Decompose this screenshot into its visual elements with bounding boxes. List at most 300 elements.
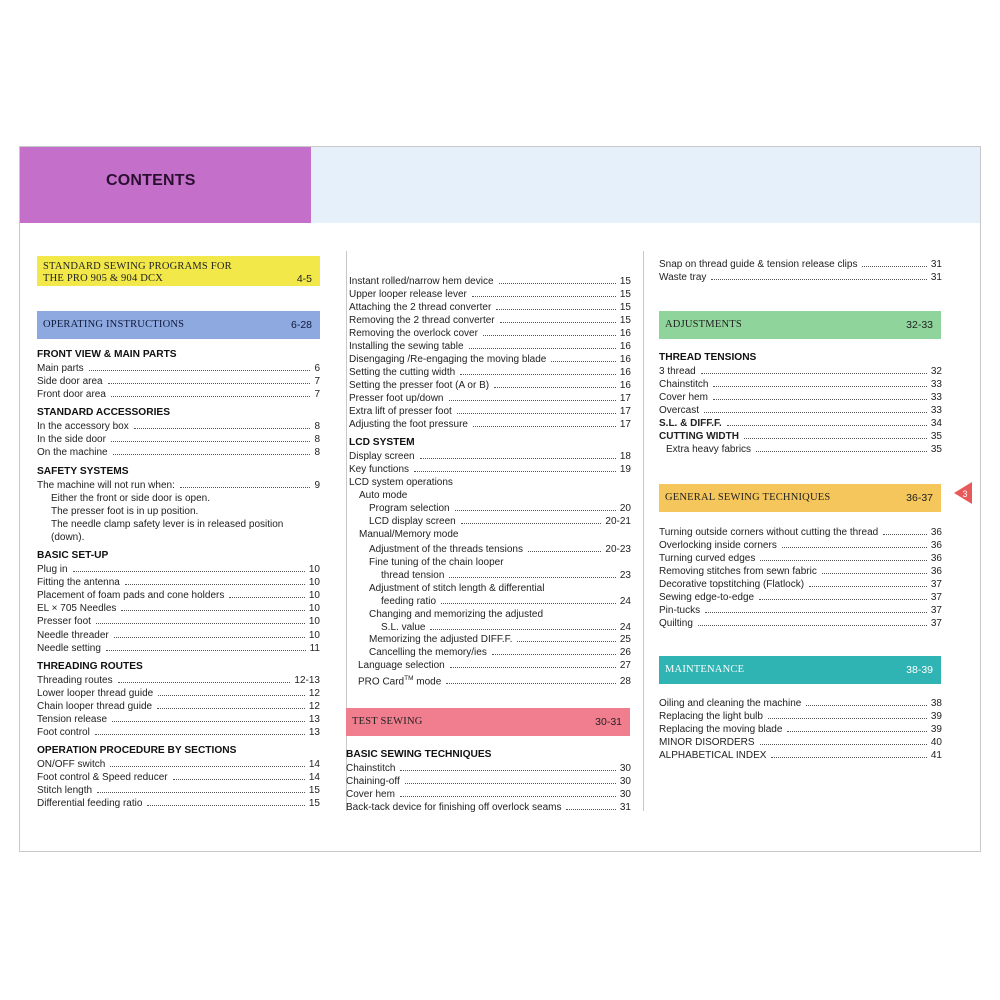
entry-page: 30	[619, 789, 631, 800]
entry-page: 36	[930, 553, 942, 564]
toc-entry[interactable]	[37, 642, 320, 655]
entry-title: Lower looper thread guide	[37, 688, 154, 699]
toc-entry[interactable]	[37, 713, 320, 726]
entry-page: 11	[309, 642, 320, 654]
entry-page: 7	[314, 389, 320, 400]
entry-page: 8	[314, 421, 320, 432]
entry-title: Installing the sewing table	[349, 341, 464, 352]
entry-page: 15	[619, 276, 631, 287]
section-heading: BASIC SEWING TECHNIQUES	[346, 749, 492, 760]
toc-entry[interactable]	[37, 797, 320, 810]
toc-entry[interactable]: feeding ratio 24	[381, 596, 631, 607]
dot-leader	[111, 441, 311, 442]
toc-entry[interactable]	[349, 288, 631, 301]
entry-title: Adjusting the foot pressure	[349, 419, 468, 430]
band-title: GENERAL SEWING TECHNIQUES	[665, 492, 831, 503]
toc-entry[interactable]	[659, 697, 942, 710]
toc-entry[interactable]	[346, 775, 631, 788]
section-heading: THREADING ROUTES	[37, 661, 143, 672]
toc-entry[interactable]	[37, 589, 320, 602]
entry-title: Waste tray	[659, 272, 707, 283]
toc-entry[interactable]	[369, 502, 631, 515]
entry-title: Presser foot	[37, 616, 91, 628]
entry-title: Differential feeding ratio	[37, 798, 143, 809]
entry-title: Tension release	[37, 714, 108, 725]
toc-entry[interactable]	[37, 446, 320, 459]
band-general-sewing[interactable]	[659, 484, 941, 512]
entry-page: 10	[308, 564, 320, 575]
entry-page: 10	[308, 590, 320, 602]
entry-page: 33	[930, 405, 942, 416]
entry-title: Program selection	[369, 503, 450, 514]
entry-page: 20	[619, 503, 631, 514]
toc-entry[interactable]	[349, 379, 631, 392]
entry-line: Adjustment of stitch length & differential	[369, 583, 545, 594]
toc-entry[interactable]	[659, 617, 942, 630]
toc-entry[interactable]	[37, 784, 320, 797]
band-test-sewing[interactable]	[346, 708, 630, 736]
toc-entry[interactable]	[349, 418, 631, 431]
entry-page: 31	[930, 259, 942, 270]
toc-entry[interactable]	[659, 271, 942, 284]
dot-leader	[134, 428, 311, 429]
entry-title: ON/OFF switch	[37, 759, 106, 770]
dot-leader	[97, 792, 305, 793]
entry-title: Display screen	[349, 451, 415, 462]
toc-entry[interactable]	[659, 539, 942, 552]
entry-title: Key functions	[349, 464, 410, 475]
dot-leader	[701, 373, 927, 374]
dot-leader	[121, 610, 304, 611]
entry-title: Front door area	[37, 389, 106, 400]
entry-page: 17	[619, 406, 631, 417]
entry-title: Placement of foam pads and cone holders	[37, 590, 225, 602]
entry-page: 15	[619, 315, 631, 326]
toc-entry[interactable]	[369, 633, 631, 646]
entry-title: Back-tack device for finishing off overlock seams	[346, 802, 562, 813]
entry-page: 26	[619, 647, 631, 658]
entry-title: Replacing the light bulb	[659, 711, 763, 722]
entry-title: Overlocking inside corners	[659, 540, 777, 551]
band-pages: 36-37	[906, 492, 933, 504]
entry-title: Removing the overlock cover	[349, 328, 478, 339]
dot-leader	[472, 296, 616, 297]
dot-leader	[787, 731, 926, 732]
entry-title: Turning curved edges	[659, 553, 756, 564]
band-adjustments[interactable]	[659, 311, 941, 339]
subheading: LCD system operations	[349, 477, 453, 488]
entry-title: Plug in	[37, 564, 68, 575]
toc-entry[interactable]	[659, 736, 942, 749]
dot-leader	[473, 426, 616, 427]
toc-entry[interactable]	[659, 565, 942, 578]
entry-title: Foot control	[37, 727, 90, 738]
entry-page: 12	[308, 701, 320, 712]
entry-title: In the accessory box	[37, 421, 129, 432]
entry-title: On the machine	[37, 447, 108, 458]
safety-note: The presser foot is in up position.	[51, 506, 199, 517]
dot-leader	[455, 510, 616, 511]
dot-leader	[566, 809, 615, 810]
toc-entry[interactable]	[659, 378, 942, 391]
entry-title: Attaching the 2 thread converter	[349, 302, 492, 313]
dot-leader	[95, 734, 305, 735]
dot-leader	[760, 744, 927, 745]
safety-note: (down).	[51, 532, 85, 543]
entry-page: 15	[308, 798, 320, 809]
toc-entry[interactable]	[37, 388, 320, 401]
dot-leader	[449, 400, 616, 401]
band-pages: 38-39	[906, 664, 933, 676]
entry-title: Extra lift of presser foot	[349, 406, 452, 417]
toc-entry[interactable]: CUTTING WIDTH 35	[659, 431, 942, 442]
entry-page: 36	[930, 566, 942, 577]
entry-title: Chainstitch	[346, 763, 396, 774]
dot-leader	[147, 805, 304, 806]
entry-page: 16	[619, 367, 631, 378]
dot-leader	[96, 623, 305, 624]
entry-title: LCD display screen	[369, 516, 456, 527]
section-heading: BASIC SET-UP	[37, 550, 109, 561]
entry-page: 13	[308, 714, 320, 725]
toc-entry[interactable]: PRO Card™ mode 28	[358, 675, 631, 688]
band-title: TEST SEWING	[352, 716, 423, 727]
band-pages: 30-31	[595, 716, 622, 728]
dot-leader	[705, 612, 927, 613]
entry-page: 17	[619, 419, 631, 430]
entry-page: 36	[930, 527, 942, 538]
entry-page: 37	[930, 618, 942, 629]
entry-page: 37	[930, 605, 942, 616]
entry-page: 15	[308, 785, 320, 796]
entry-page: 40	[930, 737, 942, 748]
entry-page: 39	[930, 724, 942, 735]
entry-page: 10	[308, 577, 320, 589]
section-heading: OPERATION PROCEDURE BY SECTIONS	[37, 745, 237, 756]
toc-entry[interactable]	[659, 723, 942, 736]
dot-leader	[759, 599, 927, 600]
entry-title: Replacing the moving blade	[659, 724, 783, 735]
entry-title: Setting the cutting width	[349, 367, 456, 378]
entry-title: Removing the 2 thread converter	[349, 315, 495, 326]
toc-entry[interactable]: Adjustment of the threads tensions 20-23	[369, 544, 631, 555]
dot-leader	[158, 695, 305, 696]
toc-entry[interactable]	[349, 314, 631, 327]
entry-title: Side door area	[37, 376, 103, 387]
entry-page: 6	[314, 363, 320, 374]
band-maintenance[interactable]	[659, 656, 941, 684]
dot-leader	[704, 412, 927, 413]
safety-note: The needle clamp safety lever is in released position	[51, 519, 284, 530]
band-title: OPERATING INSTRUCTIONS	[43, 319, 185, 330]
column-divider	[643, 251, 644, 811]
toc-entry[interactable]: S.L. value 24	[381, 622, 631, 633]
entry-title: Cover hem	[659, 392, 708, 403]
toc-entry[interactable]	[37, 563, 320, 576]
dot-leader	[768, 718, 927, 719]
band-standard-programs[interactable]	[37, 256, 320, 286]
entry-page: 30	[619, 776, 631, 787]
entry-page: 31	[930, 272, 942, 283]
toc-entry[interactable]	[659, 526, 942, 539]
dot-leader	[460, 374, 616, 375]
entry-page: 32	[930, 366, 942, 377]
toc-entry[interactable]	[659, 258, 942, 271]
entry-page: 38	[930, 698, 942, 709]
toc-entry[interactable]	[349, 340, 631, 353]
entry-title: Foot control & Speed reducer	[37, 772, 168, 783]
entry-page: 10	[308, 616, 320, 628]
entry-title: Setting the presser foot (A or B)	[349, 380, 490, 391]
dot-leader	[157, 708, 305, 709]
entry-page: 39	[930, 711, 942, 722]
header-magenta-panel	[20, 147, 311, 223]
dot-leader	[698, 625, 927, 626]
entry-title: Chaining-off	[346, 776, 400, 787]
toc-entry[interactable]: Extra heavy fabrics 35	[666, 444, 942, 455]
dot-leader	[420, 458, 616, 459]
dot-leader	[414, 471, 616, 472]
dot-leader	[713, 386, 926, 387]
dot-leader	[457, 413, 616, 414]
entry-page: 10	[308, 603, 320, 615]
entry-page: 41	[930, 750, 942, 761]
entry-page: 12	[308, 688, 320, 699]
toc-entry[interactable]	[37, 362, 320, 375]
entry-title: Fitting the antenna	[37, 577, 120, 589]
toc-entry[interactable]	[659, 404, 942, 417]
entry-title: Decorative topstitching (Flatlock)	[659, 579, 805, 590]
band-title-line2: THE PRO 905 & 904 DCX	[43, 273, 163, 284]
toc-entry[interactable]	[346, 801, 631, 814]
dot-leader	[551, 361, 616, 362]
dot-leader	[499, 283, 616, 284]
dot-leader	[500, 322, 616, 323]
band-pages: 4-5	[296, 273, 312, 285]
dot-leader	[111, 396, 311, 397]
toc-entry[interactable]	[659, 749, 942, 762]
dot-leader	[806, 705, 927, 706]
toc-entry[interactable]	[37, 629, 320, 642]
dot-leader	[112, 721, 305, 722]
section-heading: SAFETY SYSTEMS	[37, 466, 129, 477]
entry-title: Cancelling the memory/ies	[369, 647, 487, 658]
band-pages: 32-33	[906, 319, 933, 331]
entry-page: 12-13	[294, 675, 320, 686]
entry-title: Instant rolled/narrow hem device	[349, 276, 494, 287]
entry-title: Pin-tucks	[659, 605, 701, 616]
entry-title: Disengaging /Re-engaging the moving blade	[349, 354, 547, 365]
dot-leader	[483, 335, 616, 336]
dot-leader	[405, 783, 616, 784]
entry-title: MINOR DISORDERS	[659, 737, 755, 748]
toc-entry[interactable]	[369, 515, 631, 528]
toc-entry[interactable]	[349, 353, 631, 366]
subheading: Auto mode	[359, 490, 408, 501]
entry-title: Removing stitches from sewn fabric	[659, 566, 817, 577]
toc-entry[interactable]	[659, 710, 942, 723]
dot-leader	[461, 523, 602, 524]
entry-page: 15	[619, 302, 631, 313]
toc-entry[interactable]	[349, 450, 631, 463]
entry-title: Oiling and cleaning the machine	[659, 698, 802, 709]
entry-title: Main parts	[37, 363, 84, 374]
entry-page: 8	[314, 434, 320, 445]
dot-leader	[711, 279, 926, 280]
entry-page: 36	[930, 540, 942, 551]
toc-entry[interactable]: thread tension 23	[381, 570, 631, 581]
entry-title: Presser foot up/down	[349, 393, 444, 404]
dot-leader	[822, 573, 927, 574]
toc-entry[interactable]	[659, 578, 942, 591]
band-pages: 6-28	[290, 319, 312, 331]
dot-leader	[494, 387, 616, 388]
dot-leader	[108, 383, 311, 384]
entry-line: Changing and memorizing the adjusted	[369, 609, 543, 620]
page-number: 3	[962, 489, 968, 499]
section-heading: STANDARD ACCESSORIES	[37, 407, 171, 418]
dot-leader	[809, 586, 927, 587]
dot-leader	[782, 547, 927, 548]
toc-entry[interactable]	[37, 674, 320, 687]
page-number-badge	[952, 480, 976, 506]
toc-entry[interactable]	[659, 591, 942, 604]
toc-entry[interactable]	[37, 687, 320, 700]
entry-title: Overcast	[659, 405, 700, 416]
entry-page: 17	[619, 393, 631, 404]
entry-title: In the side door	[37, 434, 106, 445]
toc-entry[interactable]	[659, 365, 942, 378]
dot-leader	[229, 597, 305, 598]
entry-page: 16	[619, 328, 631, 339]
entry-title: Stitch length	[37, 785, 93, 796]
entry-title: ALPHABETICAL INDEX	[659, 750, 767, 761]
entry-page: 33	[930, 392, 942, 403]
band-title-line1: STANDARD SEWING PROGRAMS FOR	[43, 261, 232, 272]
entry-page: 16	[619, 380, 631, 391]
toc-entry[interactable]	[37, 420, 320, 433]
band-title: MAINTENANCE	[665, 664, 745, 675]
toc-entry[interactable]	[349, 366, 631, 379]
entry-page: 7	[314, 376, 320, 387]
toc-entry[interactable]: The machine will not run when: 9	[37, 480, 320, 491]
toc-entry[interactable]	[346, 788, 631, 801]
toc-entry[interactable]	[37, 602, 320, 615]
dot-leader	[771, 757, 926, 758]
toc-entry[interactable]	[37, 433, 320, 446]
entry-page: 25	[619, 634, 631, 645]
entry-page: 37	[930, 592, 942, 603]
entry-page: 16	[619, 341, 631, 352]
entry-title: Cover hem	[346, 789, 395, 800]
dot-leader	[173, 779, 305, 780]
dot-leader	[114, 637, 305, 638]
toc-entry[interactable]	[349, 301, 631, 314]
entry-title: Needle setting	[37, 642, 101, 654]
section-heading: THREAD TENSIONS	[659, 352, 757, 363]
toc-entry[interactable]	[349, 392, 631, 405]
dot-leader	[713, 399, 927, 400]
entry-page: 31	[619, 802, 631, 813]
dot-leader	[110, 766, 305, 767]
entry-title: Threading routes	[37, 675, 113, 686]
toc-entry[interactable]: Language selection 27	[358, 660, 631, 671]
section-heading: LCD SYSTEM	[349, 437, 415, 448]
toc-entry[interactable]	[659, 552, 942, 565]
dot-leader	[118, 682, 291, 683]
dot-leader	[469, 348, 616, 349]
toc-entry[interactable]	[37, 771, 320, 784]
toc-entry[interactable]	[37, 700, 320, 713]
dot-leader	[883, 534, 927, 535]
entry-page: 10	[308, 629, 320, 641]
toc-entry[interactable]	[346, 762, 631, 775]
entry-page: 33	[930, 379, 942, 390]
toc-entry[interactable]	[349, 463, 631, 476]
band-operating-instructions[interactable]	[37, 311, 320, 339]
toc-entry[interactable]	[37, 375, 320, 388]
toc-entry[interactable]	[659, 604, 942, 617]
toc-entry[interactable]	[37, 615, 320, 628]
toc-entry[interactable]	[349, 327, 631, 340]
dot-leader	[89, 370, 311, 371]
entry-title: Sewing edge-to-edge	[659, 592, 755, 603]
dot-leader	[862, 266, 926, 267]
dot-leader	[496, 309, 616, 310]
entry-page: 14	[308, 759, 320, 770]
entry-title: EL × 705 Needles	[37, 603, 117, 615]
dot-leader	[125, 584, 305, 585]
dot-leader	[106, 650, 306, 651]
toc-entry[interactable]	[349, 405, 631, 418]
dot-leader	[760, 560, 927, 561]
toc-entry[interactable]: S.L. & DIFF.F. 34	[659, 418, 942, 429]
toc-entry[interactable]	[37, 726, 320, 739]
section-heading: FRONT VIEW & MAIN PARTS	[37, 349, 177, 360]
page-title: CONTENTS	[106, 172, 196, 189]
entry-page: 8	[314, 447, 320, 458]
dot-leader	[400, 770, 615, 771]
entry-page: 30	[619, 763, 631, 774]
entry-title: Quilting	[659, 618, 693, 629]
entry-page: 37	[930, 579, 942, 590]
entry-title: Turning outside corners without cutting the thread	[659, 527, 879, 538]
band-title: ADJUSTMENTS	[665, 319, 742, 330]
entry-title: Needle threader	[37, 629, 109, 641]
entry-page: 20-21	[605, 516, 631, 527]
entry-title: 3 thread	[659, 366, 696, 377]
toc-entry[interactable]	[37, 576, 320, 589]
dot-leader	[492, 654, 616, 655]
entry-title: Chain looper thread guide	[37, 701, 153, 712]
header-blue-panel	[311, 147, 980, 223]
toc-entry[interactable]	[349, 275, 631, 288]
entry-line: Fine tuning of the chain looper	[369, 557, 504, 568]
entry-page: 15	[619, 289, 631, 300]
safety-note: Either the front or side door is open.	[51, 493, 210, 504]
toc-entry[interactable]	[659, 391, 942, 404]
dot-leader	[517, 641, 615, 642]
toc-entry[interactable]	[37, 758, 320, 771]
entry-title: Chainstitch	[659, 379, 709, 390]
entry-title: Upper looper release lever	[349, 289, 467, 300]
entry-page: 18	[619, 451, 631, 462]
dot-leader	[113, 454, 311, 455]
entry-page: 13	[308, 727, 320, 738]
toc-entry[interactable]	[369, 646, 631, 659]
dot-leader	[73, 571, 305, 572]
entry-title: Memorizing the adjusted DIFF.F.	[369, 634, 513, 645]
